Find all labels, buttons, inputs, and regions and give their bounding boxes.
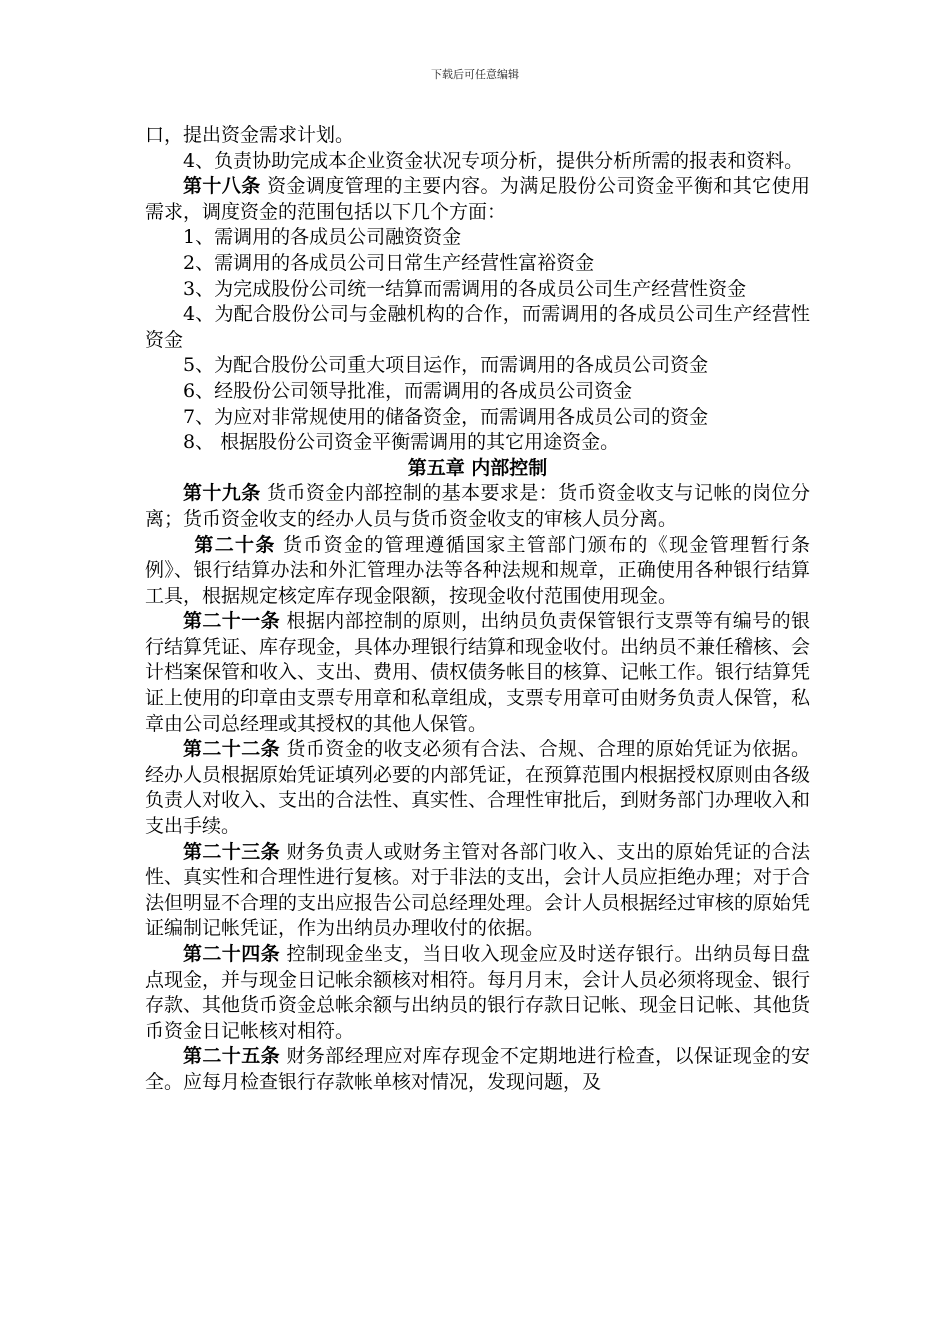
paragraph-text: 4、负责协助完成本企业资金状况专项分析，提供分析所需的报表和资料。	[183, 149, 804, 172]
paragraph-text: 控制现金坐支，当日收入现金应及时送存银行。出纳员每日盘点现金，并与现金日记帐余额核对相符。每月月末，会计人员必须将现金、银行存款、其他货币资金总帐余额与出纳员的银行存款日记帐、现金日记帐、其他货币资金日记帐核对相符。	[145, 943, 811, 1042]
article-paragraph	[145, 737, 810, 839]
body-paragraph	[145, 123, 810, 149]
body-paragraph	[145, 225, 810, 251]
body-paragraph	[145, 353, 810, 379]
paragraph-text: 2、需调用的各成员公司日常生产经营性富裕资金	[183, 251, 595, 274]
paragraph-text: 1、需调用的各成员公司融资资金	[183, 226, 462, 249]
body-paragraph	[145, 277, 810, 303]
body-paragraph	[145, 149, 810, 175]
document-body	[145, 123, 810, 1096]
article-paragraph	[145, 942, 810, 1044]
article-number: 第二十四条	[183, 943, 281, 965]
paragraph-text: 货币资金的收支必须有合法、合规、合理的原始凭证为依据。经办人员根据原始凭证填列必要的内部凭证，在预算范围内根据授权原则由各级负责人对收入、支出的合法性、真实性、合理性审批后，到财务部门办理收入和支出手续。	[145, 738, 811, 838]
article-number: 第二十五条	[183, 1045, 281, 1068]
paragraph-text: 根据内部控制的原则，出纳员负责保管银行支票等有编号的银行结算凭证、库存现金，具体办理银行结算和现金收付。出纳员不兼任稽核、会计档案保管和收入、支出、费用、债权债务帐目的核算、记帐工作。银行结算凭证上使用的印章由支票专用章和私章组成，支票专用章可由财务负责人保管，私章由公司总经理或其授权的其他人保管。	[145, 610, 811, 735]
paragraph-text: 3、为完成股份公司统一结算而需调用的各成员公司生产经营性资金	[183, 277, 747, 300]
body-paragraph	[145, 251, 810, 277]
paragraph-text: 4、为配合股份公司与金融机构的合作，而需调用的各成员公司生产经营性资金	[145, 303, 810, 351]
article-paragraph	[145, 174, 810, 225]
chapter-heading: 第五章 内部控制	[407, 456, 548, 479]
paragraph-text: 财务部经理应对库存现金不定期地进行检查，以保证现金的安全。应每月检查银行存款帐单核对情况，发现问题，及	[145, 1045, 810, 1093]
article-number: 第二十二条	[183, 738, 281, 761]
paragraph-text: 8、 根据股份公司资金平衡需调用的其它用途资金。	[183, 431, 620, 454]
paragraph-text: 财务负责人或财务主管对各部门收入、支出的原始凭证的合法性、真实性和合理性进行复核。对于非法的支出，会计人员应拒绝办理；对于合法但明显不合理的支出应报告公司总经理处理。会计人员根据经过审核的原始凭证编制记帐凭证，作为出纳员办理收付的依据。	[145, 840, 811, 940]
body-paragraph	[145, 430, 810, 456]
paragraph-text: 5、为配合股份公司重大项目运作，而需调用的各成员公司资金	[183, 354, 709, 377]
article-number: 第二十三条	[183, 840, 281, 863]
paragraph-text: 口，提出资金需求计划。	[145, 124, 355, 146]
body-paragraph	[145, 405, 810, 431]
paragraph-text: 7、为应对非常规使用的储备资金，而需调用各成员公司的资金	[183, 405, 709, 428]
paragraph-text: 货币资金内部控制的基本要求是：货币资金收支与记帐的岗位分离；货币资金收支的经办人员与货币资金收支的审核人员分离。	[145, 482, 810, 530]
header-note: 下载后可任意编辑	[431, 68, 519, 81]
article-paragraph	[145, 481, 810, 532]
body-paragraph	[145, 302, 810, 353]
article-number: 第二十一条	[183, 610, 281, 633]
paragraph-text: 6、经股份公司领导批准，而需调用的各成员公司资金	[183, 379, 633, 402]
paragraph-text: 资金调度管理的主要内容。为满足股份公司资金平衡和其它使用需求，调度资金的范围包括以下几个方面：	[145, 175, 810, 223]
article-number: 第二十条	[194, 533, 276, 556]
article-number: 第十九条	[183, 482, 261, 505]
article-paragraph	[145, 840, 810, 942]
body-paragraph	[145, 379, 810, 405]
article-number: 第十八条	[183, 175, 261, 198]
article-paragraph	[145, 533, 810, 610]
paragraph-text: 货币资金的管理遵循国家主管部门颁布的《现金管理暂行条例》、银行结算办法和外汇管理办法等各种法规和规章，正确使用各种银行结算工具，根据规定核定库存现金限额，按现金收付范围使用现金。	[145, 533, 810, 607]
article-paragraph	[145, 1044, 810, 1095]
article-paragraph	[145, 609, 810, 737]
